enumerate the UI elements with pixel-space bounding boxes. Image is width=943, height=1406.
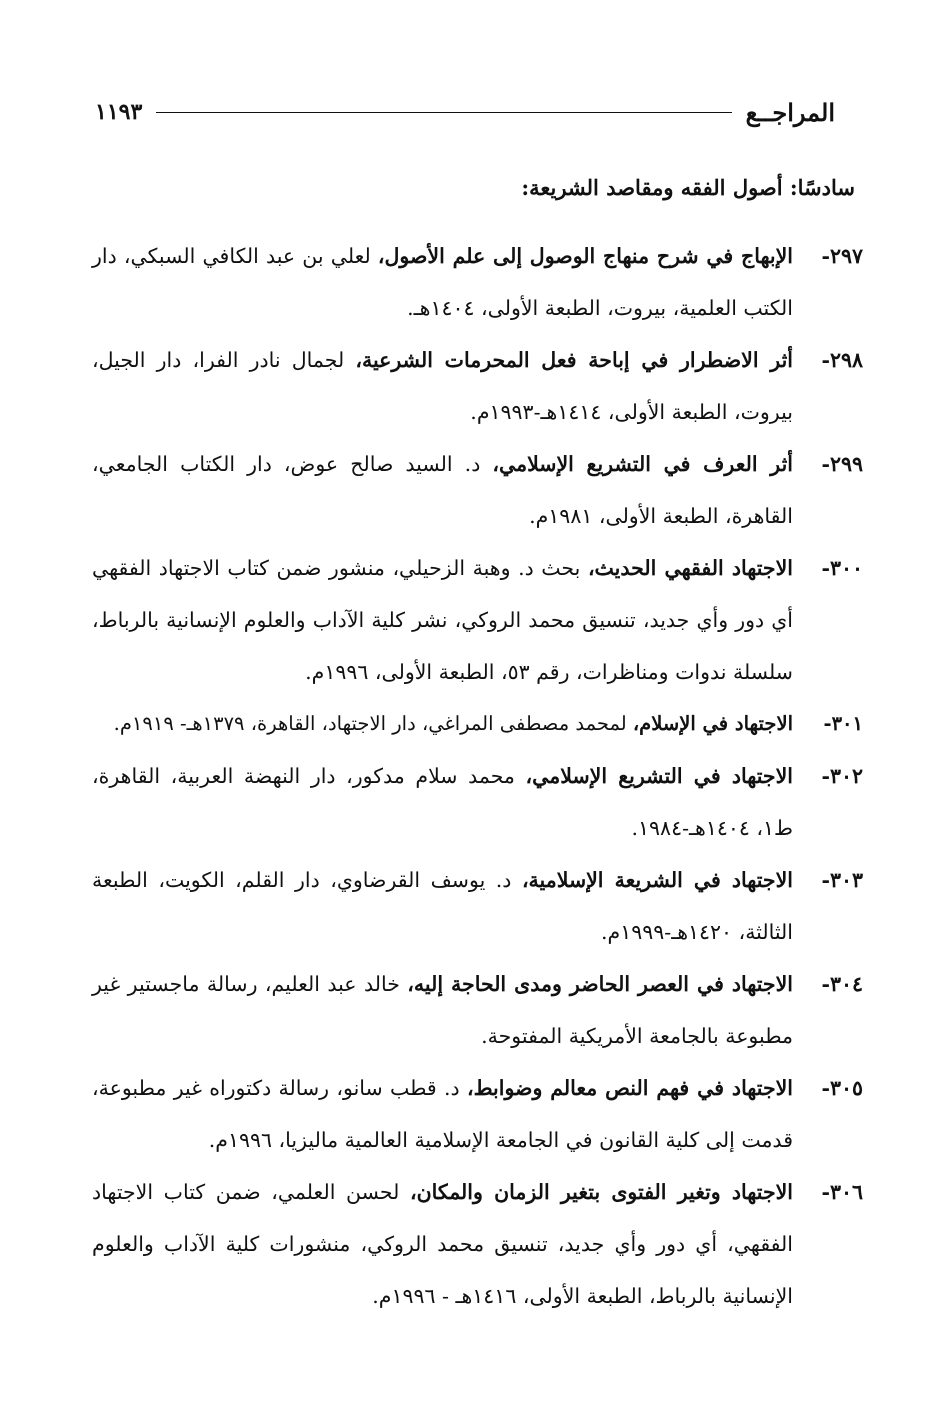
reference-title: الاجتهاد في العصر الحاضر ومدى الحاجة إليه، bbox=[407, 972, 793, 996]
reference-number: ٣٠٤- bbox=[821, 972, 863, 996]
reference-details: لجمال نادر الفرا، دار الجيل، بيروت، الطبعة الأولى، ١٤١٤هـ-١٩٩٣م. bbox=[92, 348, 793, 424]
reference-details: لعلي بن عبد الكافي السبكي، دار الكتب العلمية، بيروت، الطبعة الأولى، ١٤٠٤هـ. bbox=[92, 244, 793, 320]
reference-entry bbox=[92, 542, 863, 698]
reference-entry bbox=[92, 230, 863, 334]
reference-title: أثر الاضطرار في إباحة فعل المحرمات الشرعية، bbox=[355, 348, 794, 372]
reference-details: د. السيد صالح عوض، دار الكتاب الجامعي، القاهرة، الطبعة الأولى، ١٩٨١م. bbox=[92, 452, 793, 528]
section-heading: سادسًا: أصول الفقه ومقاصد الشريعة: bbox=[521, 175, 855, 200]
reference-entry bbox=[92, 750, 863, 854]
reference-entry bbox=[92, 958, 863, 1062]
reference-entry bbox=[92, 698, 863, 750]
reference-number: ٣٠٦- bbox=[821, 1180, 863, 1204]
reference-title: الاجتهاد وتغير الفتوى بتغير الزمان والمكان، bbox=[409, 1180, 793, 1204]
reference-details: بحث د. وهبة الزحيلي، منشور ضمن كتاب الاجتهاد الفقهي أي دور وأي جديد، تنسيق محمد الروكي، نشر كلية الآداب والعلوم الإنسانية بالرباط، سلسلة ندوات ومناظرات، رقم ٥٣، الطبعة الأولى، ١٩٩٦م. bbox=[92, 556, 793, 684]
reference-entry bbox=[92, 438, 863, 542]
reference-details: د. يوسف القرضاوي، دار القلم، الكويت، الطبعة الثالثة، ١٤٢٠هـ-١٩٩٩م. bbox=[92, 868, 793, 944]
reference-details: محمد سلام مدكور، دار النهضة العربية، القاهرة، ط١، ١٤٠٤هـ-١٩٨٤. bbox=[92, 764, 793, 840]
references-list bbox=[92, 230, 863, 1322]
reference-number: ٣٠٢- bbox=[821, 764, 863, 788]
reference-title: الاجتهاد في فهم النص معالم وضوابط، bbox=[466, 1076, 794, 1100]
reference-number: ٣٠٥- bbox=[821, 1076, 863, 1100]
reference-details: لمحمد مصطفى المراغي، دار الاجتهاد، القاهرة، ١٣٧٩هـ- ١٩١٩م. bbox=[113, 712, 633, 735]
reference-number: ٢٩٧- bbox=[821, 244, 863, 268]
page-header bbox=[95, 92, 835, 132]
reference-number: ٢٩٩- bbox=[821, 452, 863, 476]
reference-title: الاجتهاد الفقهي الحديث، bbox=[587, 556, 793, 580]
reference-number: ٣٠٠- bbox=[821, 556, 863, 580]
page-number: ١١٩٣ bbox=[95, 99, 143, 125]
reference-entry bbox=[92, 854, 863, 958]
reference-title: أثر العرف في التشريع الإسلامي، bbox=[492, 452, 793, 476]
reference-details: د. قطب سانو، رسالة دكتوراه غير مطبوعة، قدمت إلى كلية القانون في الجامعة الإسلامية العالمية ماليزيا، ١٩٩٦م. bbox=[92, 1076, 793, 1152]
reference-number: ٣٠١- bbox=[823, 712, 863, 735]
header-rule bbox=[156, 112, 731, 113]
reference-details: لحسن العلمي، ضمن كتاب الاجتهاد الفقهي، أي دور وأي جديد، تنسيق محمد الروكي، منشورات كلية الآداب والعلوم الإنسانية بالرباط، الطبعة الأولى، ١٤١٦هـ - ١٩٩٦م. bbox=[92, 1180, 793, 1308]
reference-title: الاجتهاد في الإسلام، bbox=[632, 712, 793, 735]
reference-entry bbox=[92, 334, 863, 438]
reference-number: ٢٩٨- bbox=[821, 348, 863, 372]
reference-entry bbox=[92, 1166, 863, 1322]
reference-title: الإبهاج في شرح منهاج الوصول إلى علم الأصول، bbox=[377, 244, 793, 268]
reference-entry bbox=[92, 1062, 863, 1166]
reference-details: خالد عبد العليم، رسالة ماجستير غير مطبوعة بالجامعة الأمريكية المفتوحة. bbox=[92, 972, 793, 1048]
reference-title: الاجتهاد في التشريع الإسلامي، bbox=[525, 764, 793, 788]
reference-title: الاجتهاد في الشريعة الإسلامية، bbox=[521, 868, 793, 892]
reference-number: ٣٠٣- bbox=[821, 868, 863, 892]
running-title: المراجــع bbox=[745, 97, 835, 127]
